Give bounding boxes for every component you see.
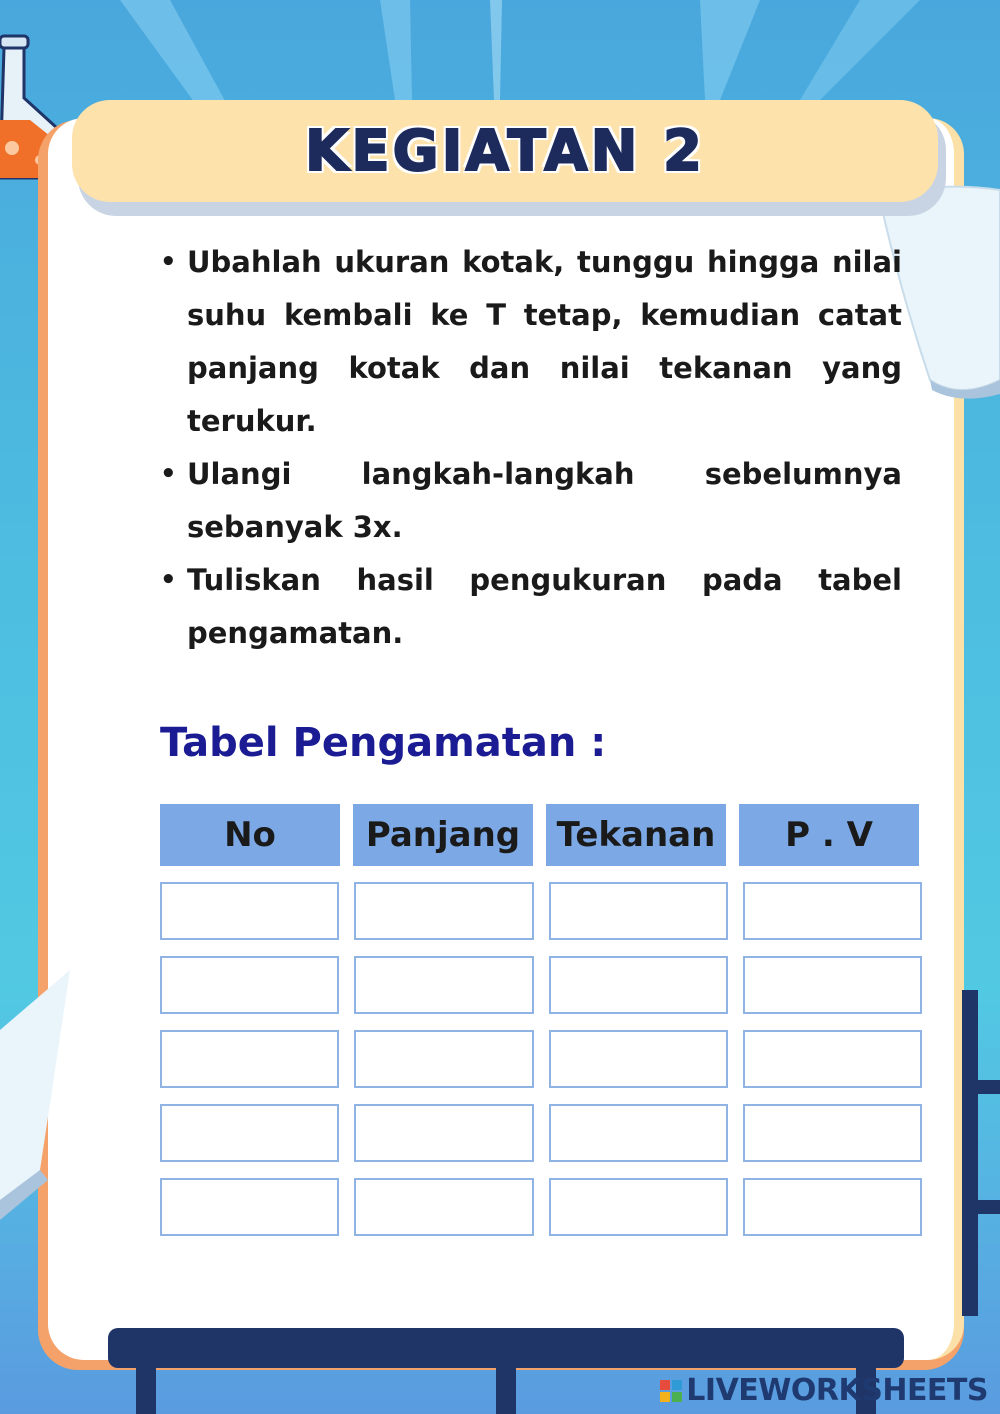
input-cell-tekanan[interactable]: [549, 882, 728, 940]
table-row: [160, 956, 922, 1014]
bench-leg: [136, 1366, 156, 1414]
instruction-item: • Ulangi langkah-langkah sebelumnya sebanyak 3x.: [160, 448, 902, 554]
input-cell-no[interactable]: [160, 1178, 339, 1236]
input-cell-pv[interactable]: [743, 1104, 922, 1162]
input-cell-tekanan[interactable]: [549, 956, 728, 1014]
input-cell-no[interactable]: [160, 1030, 339, 1088]
paper-decoration-left: [0, 970, 80, 1220]
input-cell-pv[interactable]: [743, 882, 922, 940]
observation-table: [160, 804, 922, 1236]
input-cell-tekanan[interactable]: [549, 1030, 728, 1088]
table-row: [160, 1030, 922, 1088]
bench-leg: [496, 1366, 516, 1414]
input-cell-no[interactable]: [160, 956, 339, 1014]
input-cell-pv[interactable]: [743, 1030, 922, 1088]
page-title: KEGIATAN 2: [305, 118, 705, 184]
table-title: Tabel Pengamatan :: [160, 720, 607, 766]
title-bar: [72, 100, 938, 202]
instruction-item: • Ubahlah ukuran kotak, tunggu hingga nilai suhu kembali ke T tetap, kemudian catat panjang kotak dan nilai tekanan yang terukur.: [160, 236, 902, 448]
table-row: [160, 882, 922, 940]
input-cell-tekanan[interactable]: [549, 1104, 728, 1162]
input-cell-panjang[interactable]: [354, 882, 533, 940]
shelf-bar: [962, 1080, 1000, 1094]
header-panjang: Panjang: [353, 804, 533, 866]
input-cell-no[interactable]: [160, 1104, 339, 1162]
header-pv: P . V: [739, 804, 919, 866]
table-row: [160, 1104, 922, 1162]
instruction-list: [160, 236, 902, 660]
logo-icon: [660, 1380, 682, 1402]
header-no: No: [160, 804, 340, 866]
watermark-text: LIVEWORKSHEETS: [686, 1373, 988, 1408]
watermark-logo: [660, 1373, 988, 1408]
input-cell-panjang[interactable]: [354, 1104, 533, 1162]
input-cell-pv[interactable]: [743, 956, 922, 1014]
input-cell-pv[interactable]: [743, 1178, 922, 1236]
table-row: [160, 1178, 922, 1236]
input-cell-panjang[interactable]: [354, 1178, 533, 1236]
input-cell-panjang[interactable]: [354, 1030, 533, 1088]
bench-decoration: [108, 1328, 904, 1368]
table-header-row: [160, 804, 922, 866]
input-cell-no[interactable]: [160, 882, 339, 940]
input-cell-panjang[interactable]: [354, 956, 533, 1014]
shelf-decoration: [962, 990, 978, 1316]
shelf-bar: [962, 1200, 1000, 1214]
instruction-item: • Tuliskan hasil pengukuran pada tabel pengamatan.: [160, 554, 902, 660]
header-tekanan: Tekanan: [546, 804, 726, 866]
input-cell-tekanan[interactable]: [549, 1178, 728, 1236]
